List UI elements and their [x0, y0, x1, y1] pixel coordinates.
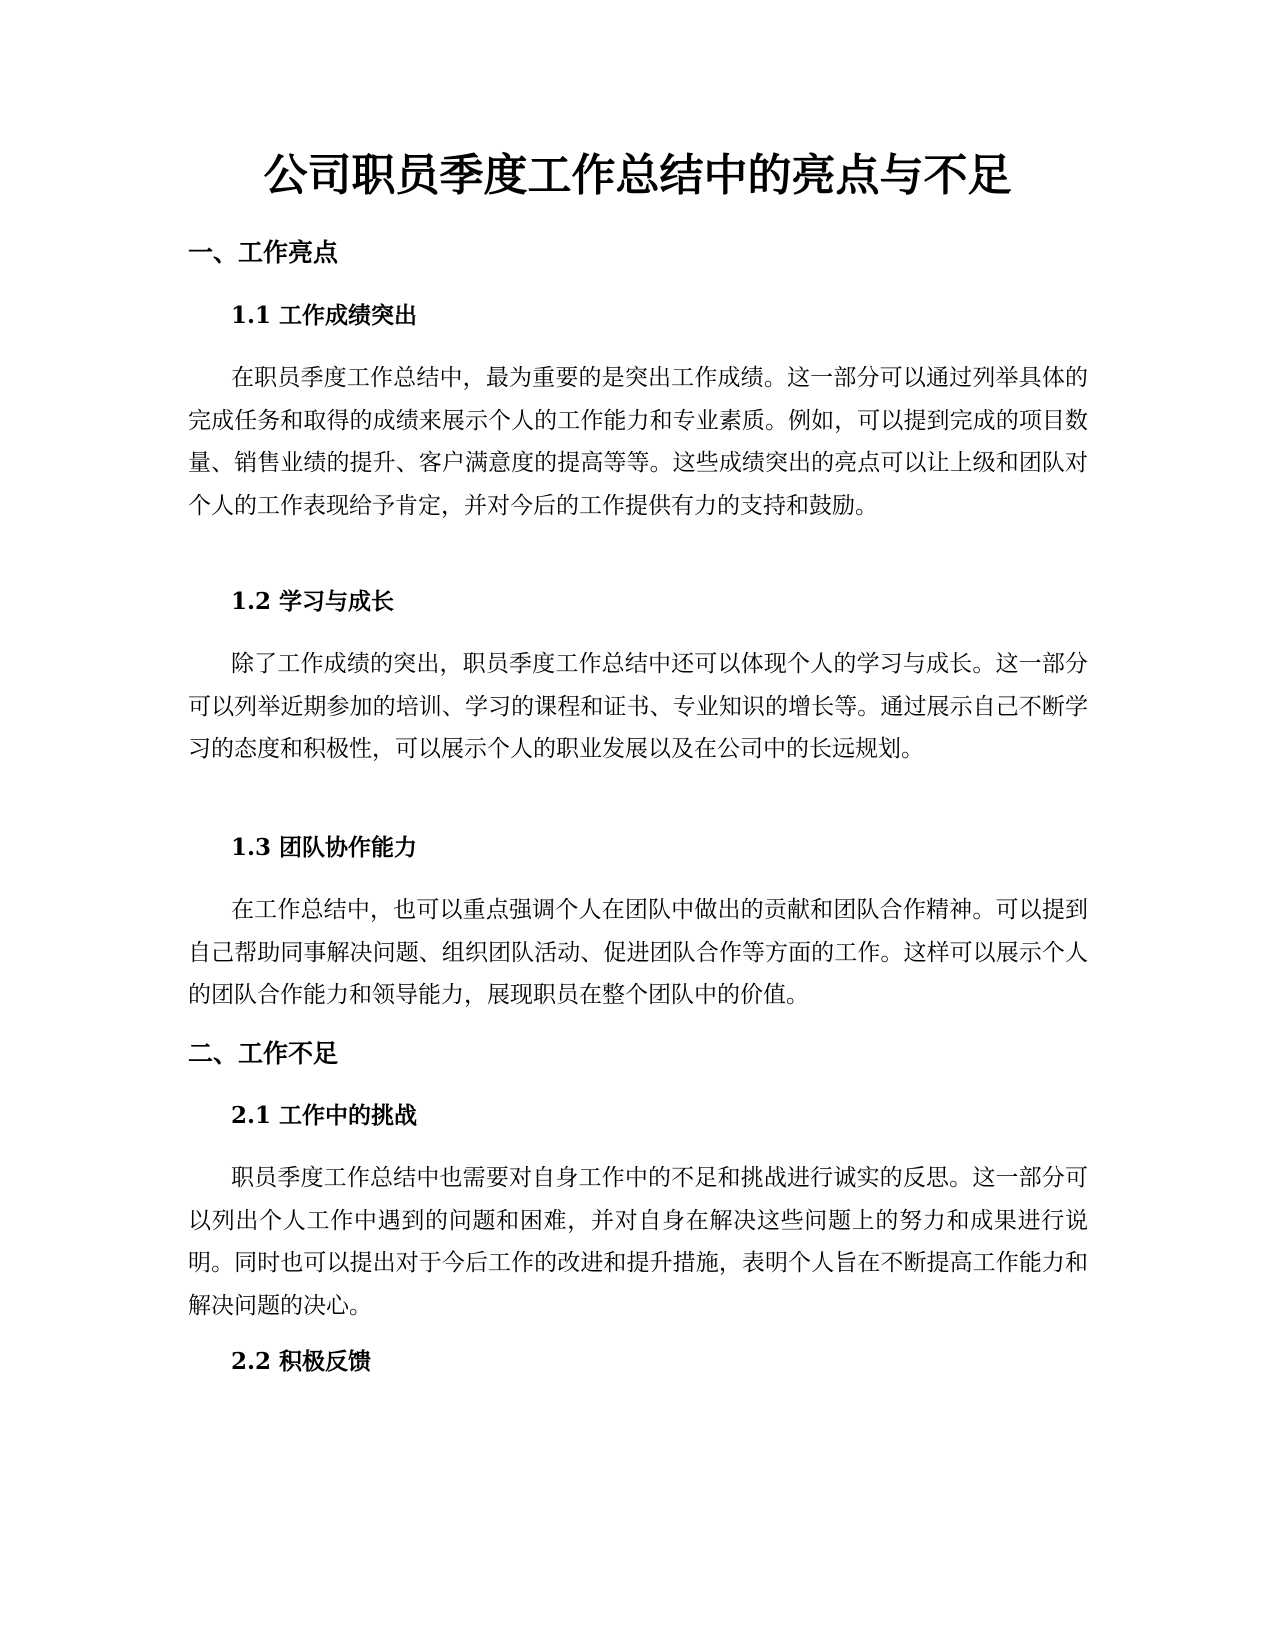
subsection-heading-1-3: 1.3 团队协作能力 [231, 834, 418, 861]
paragraph-1-2: 除了工作成绩的突出，职员季度工作总结中还可以体现个人的学习与成长。这一部分可以列举近期参加的培训、学习的课程和证书、专业知识的增长等。通过展示自己不断学习的态度和积极性，可以展示个人的职业发展以及在公司中的长远规划。 [188, 651, 1088, 762]
subsection-heading-2-2: 2.2 积极反馈 [231, 1348, 372, 1375]
section-heading-highlights: 一、工作亮点 [188, 238, 339, 267]
subsection-heading-1-2: 1.2 学习与成长 [231, 588, 395, 615]
subsection-heading-2-1: 2.1 工作中的挑战 [231, 1102, 418, 1129]
paragraph-1-3: 在工作总结中，也可以重点强调个人在团队中做出的贡献和团队合作精神。可以提到自己帮助同事解决问题、组织团队活动、促进团队合作等方面的工作。这样可以展示个人的团队合作能力和领导能力，展现职员在整个团队中的价值。 [188, 897, 1088, 1008]
paragraph-2-1: 职员季度工作总结中也需要对自身工作中的不足和挑战进行诚实的反思。这一部分可以列出个人工作中遇到的问题和困难，并对自身在解决这些问题上的努力和成果进行说明。同时也可以提出对于今后工作的改进和提升措施，表明个人旨在不断提高工作能力和解决问题的决心。 [188, 1165, 1088, 1319]
section-heading-shortcomings: 二、工作不足 [188, 1039, 339, 1068]
subsection-heading-1-1: 1.1 工作成绩突出 [231, 302, 418, 329]
document-title: 公司职员季度工作总结中的亮点与不足 [263, 150, 1012, 201]
paragraph-1-1: 在职员季度工作总结中，最为重要的是突出工作成绩。这一部分可以通过列举具体的完成任务和取得的成绩来展示个人的工作能力和专业素质。例如，可以提到完成的项目数量、销售业绩的提升、客户满意度的提高等等。这些成绩突出的亮点可以让上级和团队对个人的工作表现给予肯定，并对今后的工作提供有力的支持和鼓励。 [188, 365, 1088, 519]
